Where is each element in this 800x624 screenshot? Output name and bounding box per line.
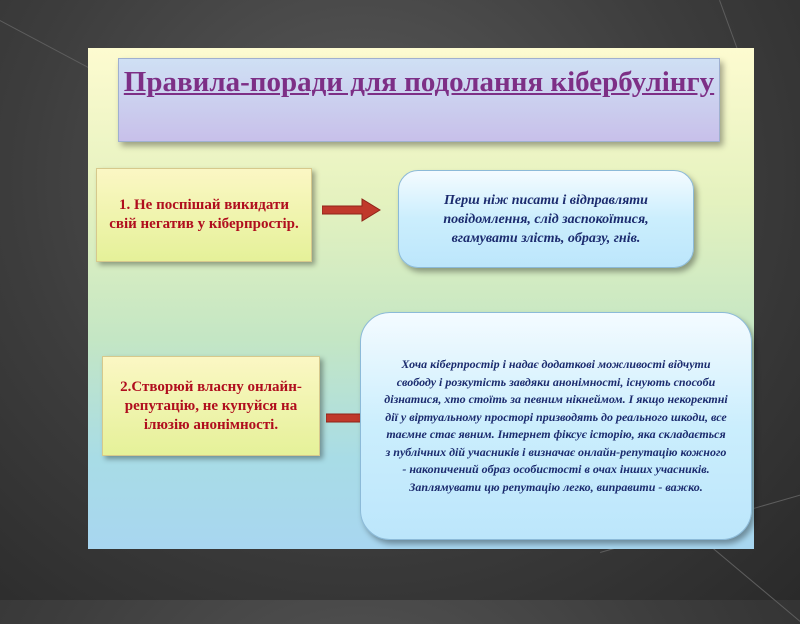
tip-text-1: Перш ніж писати і відправляти повідомлення, слід заспокоїтися, вгамувати злість, образу, гнів.	[443, 192, 649, 246]
title-box	[118, 58, 720, 142]
rule-text-2: 2.Створюй власну онлайн-репутацію, не купуйся на ілюзію анонімності.	[120, 378, 302, 433]
background-decor-line	[0, 20, 97, 73]
rule-text-1: 1. Не поспішай викидати свій негатив у кіберпростір.	[109, 197, 299, 232]
slide	[88, 48, 754, 549]
tip-box-2	[360, 312, 752, 540]
tip-text-2: Хоча кіберпростір і надає додаткові можливості відчути свободу і розкутість завдяки анонімності, існують способи дізнатися, хто стоїть за певним нікнеймом. І якщо некоректні дії у віртуальному просторі призводять до реального шкоди, все таємне стає явним. Інтернет фіксує історію, яка складається з публічних дій учасників і визначає онлайн-репутацію кожного - накопичений образ особистості в очах інших учасників. Заплямувати цю репутацію легко, виправити - важко.	[384, 357, 728, 494]
rule-box-2	[102, 356, 320, 456]
rule-box-1	[96, 168, 312, 262]
right-arrow-icon	[322, 198, 382, 222]
tip-box-1	[398, 170, 694, 268]
slide-title: Правила-поради для подолання кібербулінгу	[123, 66, 715, 98]
